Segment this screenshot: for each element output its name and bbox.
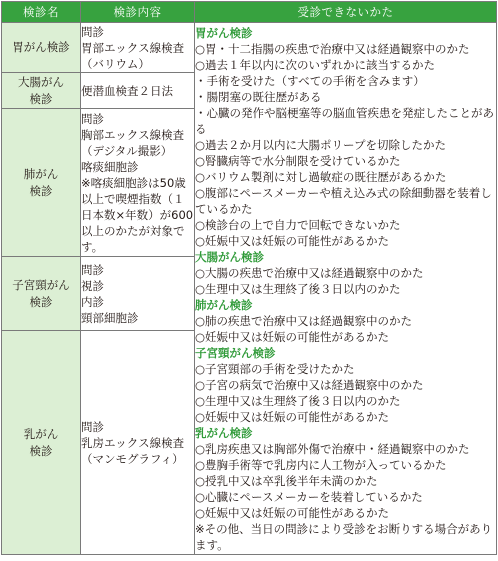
header-exam-content: 検診内容 <box>81 2 195 23</box>
cond-line: ・心臓の発作や脳梗塞等の脳血管疾患を発症したことがある <box>195 105 494 136</box>
exam-name-line: 大腸がん <box>18 74 64 89</box>
cond-line: ○妊娠中又は妊娠の可能性があるかた <box>195 505 390 520</box>
cond-line: ○心臓にペースメーカーを装着しているかた <box>195 489 423 504</box>
exam-items-breast <box>81 331 195 555</box>
exam-item: ※喀痰細胞診は50歳以上で喫煙指数（１日本数×年数）が600以上のかたが対象です。 <box>81 175 194 254</box>
cond-line: ○生理中又は生理終了後３日以内のかた <box>195 393 401 408</box>
exam-item: 胃部エックス線検査（バリウム） <box>81 40 185 71</box>
exam-name-breast <box>2 331 81 555</box>
ineligible-conditions <box>195 23 497 555</box>
header-ineligible: 受診できないかた <box>195 2 497 23</box>
exam-items-cervical <box>81 257 195 331</box>
exam-item: 問診 <box>81 111 104 126</box>
exam-name-line: 肺がん <box>23 166 59 181</box>
exam-item: 内診 <box>81 294 104 309</box>
cond-title-breast: 乳がん検診 <box>195 425 253 440</box>
cond-line: ○腹部にペースメーカーや植え込み式の除細動器を装着しているかた <box>195 185 492 216</box>
cond-note: ※その他、当日の問診により受診をお断りする場合があります。 <box>195 521 493 552</box>
cond-line: ○肺の疾患で治療中又は経過観察中のかた <box>195 313 413 328</box>
exam-name-line: 検診 <box>29 443 53 458</box>
cond-line: ○生理中又は生理終了後３日以内のかた <box>195 281 401 296</box>
row-stomach <box>2 23 497 73</box>
exam-name-line: 検診 <box>29 91 53 106</box>
cond-line: ・手術を受けた（すべての手術を含みます） <box>195 73 425 88</box>
exam-item: 乳房エックス線検査（マンモグラフィ） <box>81 435 185 466</box>
cond-line: ○過去１年以内に次のいずれかに該当するかた <box>195 57 436 72</box>
cond-line: ○乳房疾患又は胸部外傷で治療中・経過観察中のかた <box>195 441 470 456</box>
exam-name-line: 子宮頸がん <box>12 277 70 292</box>
cond-line: ○胃・十二指腸の疾患で治療中又は経過観察中のかた <box>195 41 470 56</box>
cond-line: ○妊娠中又は妊娠の可能性があるかた <box>195 409 390 424</box>
cond-line: ○大腸の疾患で治療中又は経過観察中のかた <box>195 265 424 280</box>
exam-item: 頸部細胞診 <box>81 310 139 325</box>
cond-line: ○腎臓病等で水分制限を受けているかた <box>195 153 401 168</box>
exam-item: 喀痰細胞診 <box>81 159 139 174</box>
header-row <box>2 2 497 23</box>
exam-item: 胸部エックス線検査（デジタル撮影） <box>81 127 185 158</box>
exam-item: 問診 <box>81 24 104 39</box>
exam-item: 問診 <box>81 419 104 434</box>
exam-name-stomach <box>2 23 81 73</box>
exam-name-colon <box>2 73 81 109</box>
cond-line: ○授乳中又は卒乳後半年未満のかた <box>195 473 378 488</box>
cond-title-cervical: 子宮頸がん検診 <box>195 345 276 360</box>
cond-line: ○子宮の病気で治療中又は経過観察中のかた <box>195 377 424 392</box>
exam-items-colon <box>81 73 195 109</box>
exam-name-line: 胃がん検診 <box>12 40 70 54</box>
cond-line: ○豊胸手術等で乳房内に人工物が入っているかた <box>195 457 447 472</box>
exam-name-line: 検診 <box>29 183 53 198</box>
cond-title-colon: 大腸がん検診 <box>195 249 264 264</box>
cond-line: ○過去２か月以内に大腸ポリープを切除したかた <box>195 137 446 152</box>
exam-items-stomach <box>81 23 195 73</box>
cond-line: ○バリウム製剤に対し過敏症の既往歴があるかた <box>195 169 447 184</box>
cond-line: ○妊娠中又は妊娠の可能性があるかた <box>195 233 390 248</box>
header-exam-name: 検診名 <box>2 2 81 23</box>
exam-item: 便潜血検査２日法 <box>81 83 173 98</box>
screening-table <box>1 1 497 555</box>
exam-name-line: 検診 <box>29 294 53 309</box>
exam-items-lung <box>81 109 195 257</box>
exam-item: 視診 <box>81 278 104 293</box>
cond-line: ○子宮頸部の手術を受けたかた <box>195 361 355 376</box>
exam-item: 問診 <box>81 262 104 277</box>
exam-name-line: 乳がん <box>23 426 59 441</box>
cond-line: ・腸閉塞の既往歴がある <box>195 89 322 104</box>
cond-line: ○検診台の上で自力で回転できないかた <box>195 217 401 232</box>
exam-name-cervical <box>2 257 81 331</box>
exam-name-lung <box>2 109 81 257</box>
cond-title-stomach: 胃がん検診 <box>195 25 253 40</box>
cond-line: ○妊娠中又は妊娠の可能性があるかた <box>195 329 390 344</box>
cond-title-lung: 肺がん検診 <box>195 297 253 312</box>
